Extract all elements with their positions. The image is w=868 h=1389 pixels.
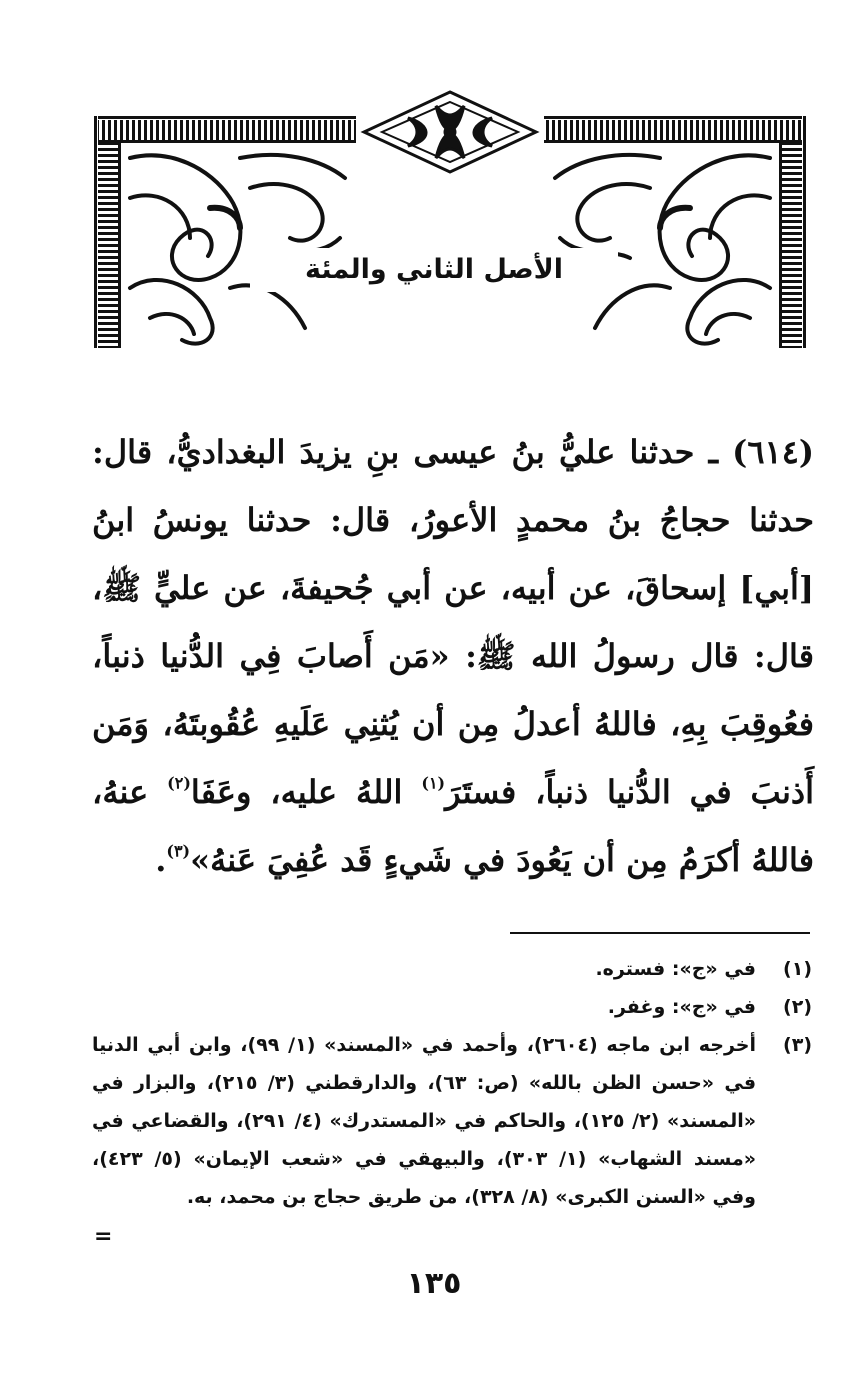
- footnote-separator: [510, 932, 810, 934]
- footnote-number: (٣): [783, 1034, 812, 1056]
- top-border-right: [544, 116, 802, 143]
- chapter-title: الأصل الثاني والمئة: [250, 248, 618, 292]
- hadith-dash: ـ: [694, 433, 733, 471]
- footnote-ref-1: (١): [421, 773, 446, 793]
- hadith-end: .: [155, 841, 167, 879]
- footnote-ref-3: (٣): [166, 841, 191, 861]
- hadith-text-part-3: عنهُ، فاللهُ أكرَمُ مِن أن يَعُودَ في شَيءٍ قَد عُفِيَ عَنهُ»: [92, 773, 814, 879]
- footnote-text: في «ج»: فستره.: [595, 958, 756, 980]
- side-border-right: [779, 116, 806, 348]
- hadith-text-part-2: اللهُ عليه، وعَفَا: [190, 773, 422, 811]
- footnote-number: (٢): [783, 996, 812, 1018]
- footnote-3: [92, 1026, 812, 1216]
- footnotes: [92, 950, 812, 1216]
- footnote-ref-2: (٢): [167, 773, 191, 793]
- footnote-2: [92, 988, 812, 1026]
- continuation-mark: =: [94, 1224, 113, 1249]
- footnote-text: في «ج»: وغفر.: [607, 996, 756, 1018]
- page-number: ١٣٥: [406, 1266, 462, 1301]
- footnote-text: أخرجه ابن ماجه (٢٦٠٤)، وأحمد في «المسند» (١/ ٩٩)، وابن أبي الدنيا في «حسن الظن بالله» (ص: ٦٣)، والدارقطني (٣/ ٢١٥)، والبزار في «المسند» (٢/ ١٢٥)، والحاكم في «المستدرك» (٤/ ٢٩١)، والقضاعي في «مسند الشهاب» (١/ ٣٠٣)، والبيهقي في «شعب الإيمان» (٥/ ٤٢٣)، وفي «السنن الكبرى» (٨/ ٣٢٨)، من طريق حجاج بن محمد، به.: [92, 1034, 757, 1208]
- footnote-number: (١): [783, 958, 812, 980]
- side-border-left: [94, 116, 121, 348]
- hadith-text-part-1: حدثنا عليُّ بنُ عيسى بنِ يزيدَ البغداديُّ، قال: حدثنا حجاجُ بنُ محمدٍ الأعورُ، قال: حدثنا يونسُ ابنُ [أبي] إسحاقَ، عن أبيه، عن أبي جُحيفةَ، عن عليٍّ ﷺ، قال: قال رسولُ الله ﷺ: «مَن أَصابَ فِي الدُّنيا ذنباً، فعُوقِبَ بِهِ، فاللهُ أعدلُ مِن أن يُثنِي عَلَيهِ عُقُوبتَهُ، وَمَن أَذنبَ في الدُّنيا ذنباً، فستَرَ: [92, 433, 815, 811]
- hadith-text: [92, 418, 814, 894]
- header-ornament: [90, 88, 810, 358]
- top-border-left: [98, 116, 356, 143]
- footnote-1: [92, 950, 812, 988]
- center-medallion: [364, 92, 536, 172]
- hadith-number: (٦١٤): [732, 433, 815, 471]
